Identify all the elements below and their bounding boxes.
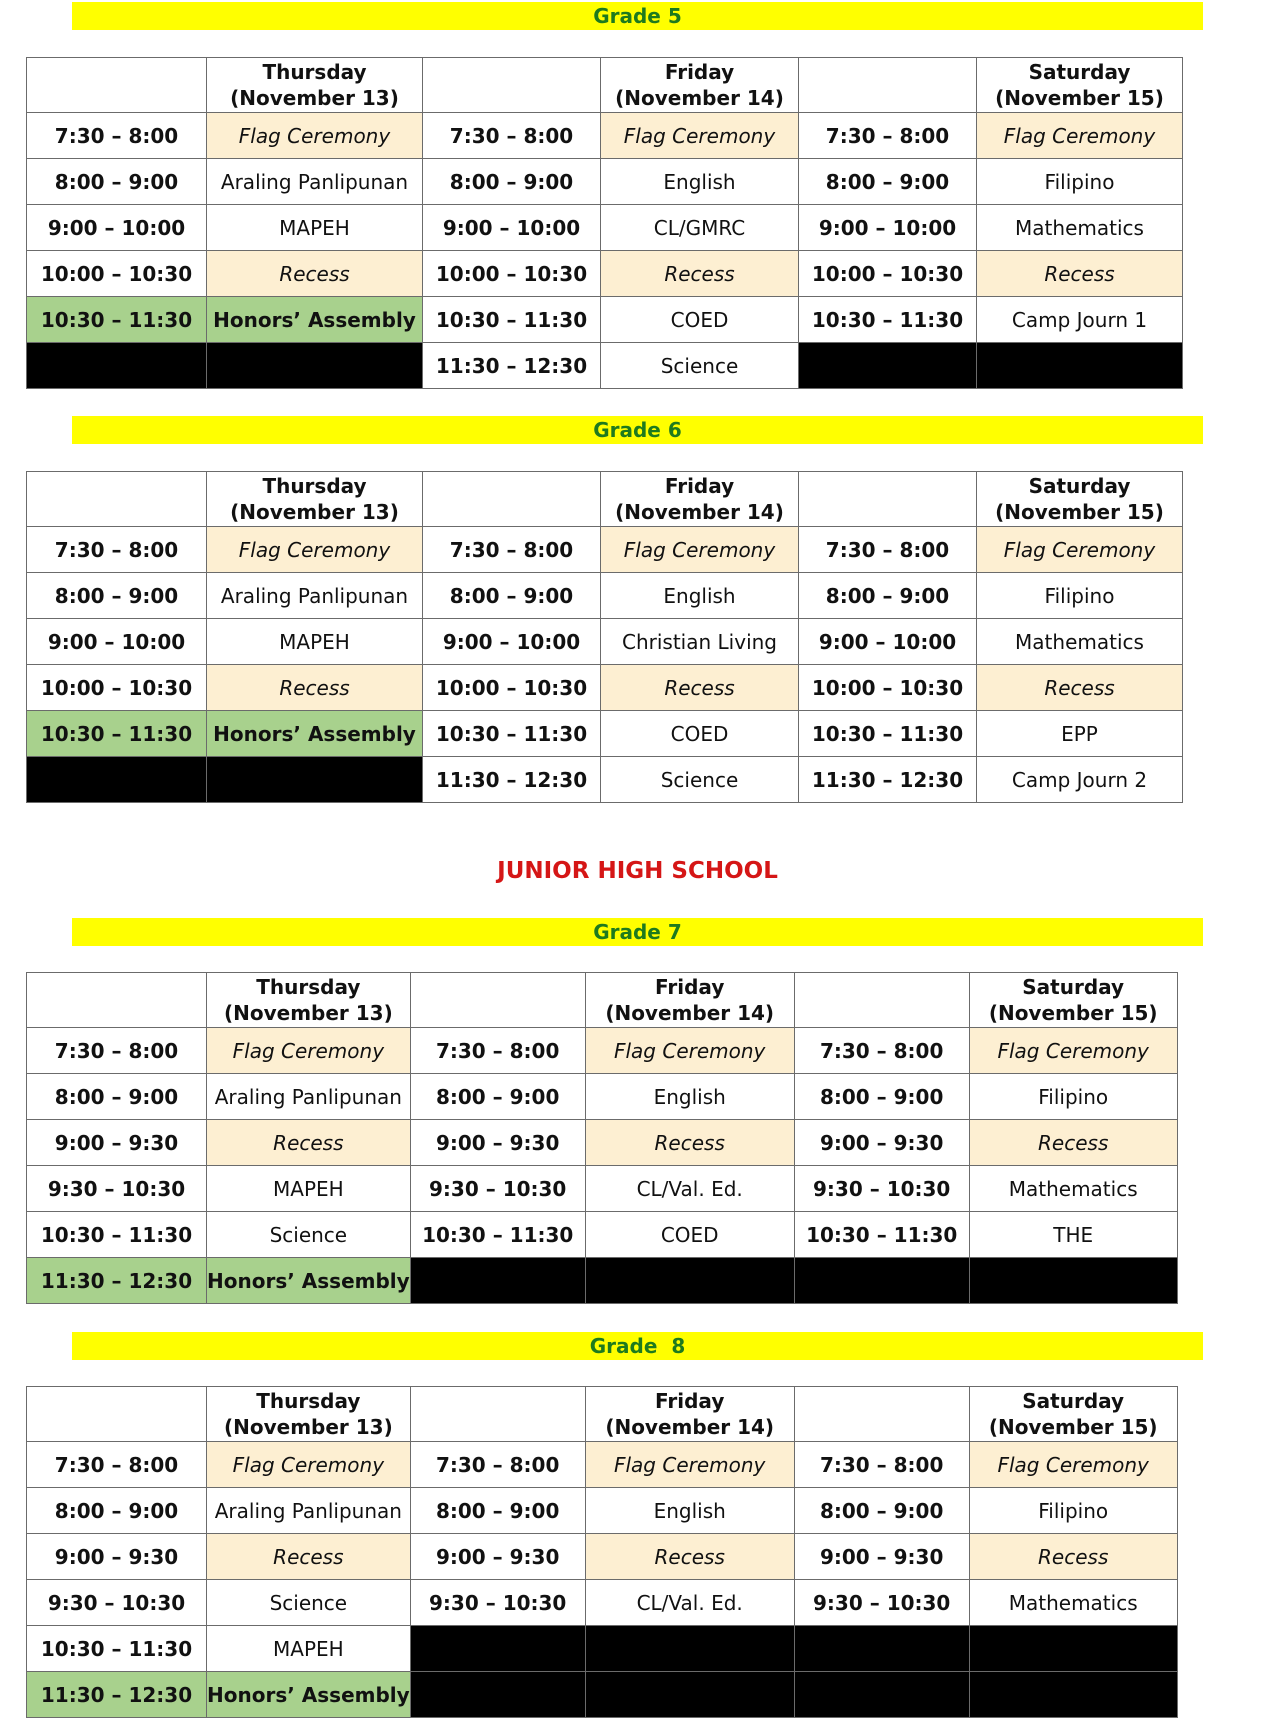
day-header-thursday: Thursday (November 13) (207, 58, 423, 113)
blank-cell (410, 1258, 585, 1304)
subject-cell: Recess (585, 1120, 794, 1166)
blank-cell (794, 1672, 969, 1718)
time-slot: 10:00 – 10:30 (799, 665, 977, 711)
subject-cell: Araling Panlipunan (207, 1488, 411, 1534)
time-slot: 8:00 – 9:00 (799, 573, 977, 619)
grade-5-banner: Grade 5 (72, 2, 1203, 30)
header-blank (27, 973, 207, 1028)
time-slot: 8:00 – 9:00 (410, 1488, 585, 1534)
table-row (27, 1626, 1178, 1672)
subject-cell: Filipino (977, 159, 1183, 205)
subject-cell: Flag Ceremony (977, 527, 1183, 573)
blank-cell (410, 1672, 585, 1718)
subject-cell: Flag Ceremony (207, 113, 423, 159)
grade-6-banner: Grade 6 (72, 416, 1203, 444)
time-slot: 8:00 – 9:00 (410, 1074, 585, 1120)
time-slot: 11:30 – 12:30 (423, 757, 601, 803)
blank-cell (969, 1626, 1177, 1672)
subject-cell: Flag Ceremony (207, 1028, 411, 1074)
table-row (27, 113, 1183, 159)
blank-cell (585, 1258, 794, 1304)
subject-cell: CL/Val. Ed. (585, 1580, 794, 1626)
day-header-friday: Friday (November 14) (585, 973, 794, 1028)
table-row (27, 665, 1183, 711)
blank-cell (410, 1626, 585, 1672)
subject-cell: MAPEH (207, 1166, 411, 1212)
subject-cell: Recess (601, 665, 799, 711)
subject-cell: Araling Panlipunan (207, 159, 423, 205)
subject-cell: EPP (977, 711, 1183, 757)
blank-cell (794, 1258, 969, 1304)
subject-cell: Recess (977, 251, 1183, 297)
day-header-saturday: Saturday (November 15) (977, 58, 1183, 113)
subject-cell: Flag Ceremony (969, 1442, 1177, 1488)
time-slot: 8:00 – 9:00 (794, 1488, 969, 1534)
time-slot: 9:00 – 10:00 (423, 205, 601, 251)
subject-cell: CL/GMRC (601, 205, 799, 251)
subject-cell: Flag Ceremony (207, 527, 423, 573)
table-row (27, 1580, 1178, 1626)
junior-high-school-heading: JUNIOR HIGH SCHOOL (497, 858, 778, 884)
blank-cell (207, 757, 423, 803)
blank-cell (799, 343, 977, 389)
time-slot: 10:00 – 10:30 (27, 665, 207, 711)
grade-5-schedule-table (26, 57, 1183, 389)
time-slot: 7:30 – 8:00 (27, 527, 207, 573)
grade-7-banner: Grade 7 (72, 918, 1203, 946)
subject-cell: MAPEH (207, 619, 423, 665)
time-slot: 11:30 – 12:30 (27, 1672, 207, 1718)
header-blank (410, 1387, 585, 1442)
time-slot: 9:30 – 10:30 (410, 1166, 585, 1212)
subject-cell: Filipino (969, 1074, 1177, 1120)
time-slot: 9:00 – 9:30 (27, 1534, 207, 1580)
time-slot: 10:00 – 10:30 (27, 251, 207, 297)
day-header-friday: Friday (November 14) (601, 58, 799, 113)
grade-8-schedule-table (26, 1386, 1178, 1718)
time-slot: 8:00 – 9:00 (27, 1074, 207, 1120)
subject-cell: COED (585, 1212, 794, 1258)
table-row (27, 1534, 1178, 1580)
header-blank (27, 1387, 207, 1442)
table-row (27, 1166, 1178, 1212)
time-slot: 7:30 – 8:00 (27, 113, 207, 159)
time-slot: 8:00 – 9:00 (27, 159, 207, 205)
time-slot: 10:30 – 11:30 (423, 297, 601, 343)
time-slot: 10:00 – 10:30 (423, 251, 601, 297)
time-slot: 7:30 – 8:00 (27, 1442, 207, 1488)
blank-cell (27, 343, 207, 389)
day-header-thursday: Thursday (November 13) (207, 1387, 411, 1442)
subject-cell: Recess (601, 251, 799, 297)
time-slot: 9:30 – 10:30 (794, 1166, 969, 1212)
header-blank (423, 472, 601, 527)
header-blank (423, 58, 601, 113)
table-row (27, 1120, 1178, 1166)
subject-cell: Flag Ceremony (207, 1442, 411, 1488)
time-slot: 8:00 – 9:00 (423, 573, 601, 619)
blank-cell (585, 1672, 794, 1718)
table-row (27, 1074, 1178, 1120)
header-blank (799, 472, 977, 527)
subject-cell: Christian Living (601, 619, 799, 665)
table-row (27, 159, 1183, 205)
subject-cell: English (601, 159, 799, 205)
subject-cell: COED (601, 711, 799, 757)
time-slot: 7:30 – 8:00 (799, 527, 977, 573)
time-slot: 9:00 – 9:30 (27, 1120, 207, 1166)
time-slot: 10:30 – 11:30 (27, 1626, 207, 1672)
time-slot: 10:30 – 11:30 (799, 711, 977, 757)
subject-cell: MAPEH (207, 1626, 411, 1672)
subject-cell: Camp Journ 1 (977, 297, 1183, 343)
subject-cell: Flag Ceremony (969, 1028, 1177, 1074)
time-slot: 9:00 – 9:30 (410, 1534, 585, 1580)
time-slot: 9:30 – 10:30 (794, 1580, 969, 1626)
subject-cell: MAPEH (207, 205, 423, 251)
header-blank (27, 58, 207, 113)
table-row (27, 619, 1183, 665)
time-slot: 11:30 – 12:30 (27, 1258, 207, 1304)
subject-cell: Recess (977, 665, 1183, 711)
subject-cell: Recess (969, 1534, 1177, 1580)
time-slot: 11:30 – 12:30 (799, 757, 977, 803)
blank-cell (969, 1258, 1177, 1304)
subject-cell: Science (601, 757, 799, 803)
time-slot: 10:30 – 11:30 (799, 297, 977, 343)
subject-cell: Science (601, 343, 799, 389)
table-row (27, 757, 1183, 803)
blank-cell (977, 343, 1183, 389)
subject-cell: Honors’ Assembly (207, 711, 423, 757)
subject-cell: English (585, 1488, 794, 1534)
header-blank (410, 973, 585, 1028)
table-row (27, 1028, 1178, 1074)
subject-cell: Honors’ Assembly (207, 1672, 411, 1718)
table-row (27, 711, 1183, 757)
day-header-friday: Friday (November 14) (601, 472, 799, 527)
day-header-friday: Friday (November 14) (585, 1387, 794, 1442)
subject-cell: Flag Ceremony (601, 527, 799, 573)
table-row (27, 205, 1183, 251)
table-row (27, 343, 1183, 389)
blank-cell (794, 1626, 969, 1672)
time-slot: 10:30 – 11:30 (410, 1212, 585, 1258)
time-slot: 8:00 – 9:00 (794, 1074, 969, 1120)
blank-cell (27, 757, 207, 803)
time-slot: 10:00 – 10:30 (423, 665, 601, 711)
time-slot: 9:30 – 10:30 (410, 1580, 585, 1626)
blank-cell (969, 1672, 1177, 1718)
table-row (27, 297, 1183, 343)
time-slot: 10:30 – 11:30 (27, 711, 207, 757)
day-header-saturday: Saturday (November 15) (969, 1387, 1177, 1442)
subject-cell: Mathematics (977, 619, 1183, 665)
day-header-saturday: Saturday (November 15) (969, 973, 1177, 1028)
day-header-thursday: Thursday (November 13) (207, 472, 423, 527)
time-slot: 9:00 – 10:00 (27, 619, 207, 665)
subject-cell: Mathematics (969, 1580, 1177, 1626)
time-slot: 7:30 – 8:00 (794, 1028, 969, 1074)
subject-cell: English (585, 1074, 794, 1120)
subject-cell: Honors’ Assembly (207, 297, 423, 343)
subject-cell: Recess (207, 665, 423, 711)
time-slot: 10:30 – 11:30 (27, 297, 207, 343)
subject-cell: Filipino (977, 573, 1183, 619)
subject-cell: Mathematics (977, 205, 1183, 251)
table-row (27, 1672, 1178, 1718)
blank-cell (207, 343, 423, 389)
grade-8-banner: Grade 8 (72, 1332, 1203, 1360)
table-row (27, 251, 1183, 297)
time-slot: 8:00 – 9:00 (799, 159, 977, 205)
time-slot: 9:00 – 9:30 (794, 1534, 969, 1580)
time-slot: 11:30 – 12:30 (423, 343, 601, 389)
time-slot: 10:30 – 11:30 (794, 1212, 969, 1258)
subject-cell: Recess (207, 1120, 411, 1166)
time-slot: 7:30 – 8:00 (27, 1028, 207, 1074)
time-slot: 7:30 – 8:00 (794, 1442, 969, 1488)
subject-cell: Camp Journ 2 (977, 757, 1183, 803)
time-slot: 8:00 – 9:00 (27, 1488, 207, 1534)
time-slot: 9:30 – 10:30 (27, 1166, 207, 1212)
subject-cell: Araling Panlipunan (207, 1074, 411, 1120)
day-header-saturday: Saturday (November 15) (977, 472, 1183, 527)
time-slot: 10:30 – 11:30 (27, 1212, 207, 1258)
time-slot: 9:00 – 9:30 (794, 1120, 969, 1166)
subject-cell: Recess (207, 1534, 411, 1580)
header-blank (27, 472, 207, 527)
time-slot: 7:30 – 8:00 (423, 527, 601, 573)
time-slot: 9:00 – 10:00 (27, 205, 207, 251)
header-blank (799, 58, 977, 113)
time-slot: 7:30 – 8:00 (423, 113, 601, 159)
table-row (27, 1442, 1178, 1488)
time-slot: 10:30 – 11:30 (423, 711, 601, 757)
subject-cell: Flag Ceremony (585, 1028, 794, 1074)
subject-cell: Mathematics (969, 1166, 1177, 1212)
time-slot: 9:30 – 10:30 (27, 1580, 207, 1626)
subject-cell: Science (207, 1212, 411, 1258)
subject-cell: CL/Val. Ed. (585, 1166, 794, 1212)
time-slot: 8:00 – 9:00 (27, 573, 207, 619)
table-row (27, 573, 1183, 619)
blank-cell (585, 1626, 794, 1672)
header-blank (794, 973, 969, 1028)
header-blank (794, 1387, 969, 1442)
subject-cell: Flag Ceremony (585, 1442, 794, 1488)
time-slot: 8:00 – 9:00 (423, 159, 601, 205)
subject-cell: Flag Ceremony (977, 113, 1183, 159)
subject-cell: Recess (207, 251, 423, 297)
grade-7-schedule-table (26, 972, 1178, 1304)
time-slot: 9:00 – 9:30 (410, 1120, 585, 1166)
subject-cell: Araling Panlipunan (207, 573, 423, 619)
subject-cell: Science (207, 1580, 411, 1626)
subject-cell: COED (601, 297, 799, 343)
subject-cell: Flag Ceremony (601, 113, 799, 159)
time-slot: 7:30 – 8:00 (410, 1028, 585, 1074)
table-row (27, 527, 1183, 573)
subject-cell: Filipino (969, 1488, 1177, 1534)
table-row (27, 1488, 1178, 1534)
time-slot: 10:00 – 10:30 (799, 251, 977, 297)
time-slot: 7:30 – 8:00 (799, 113, 977, 159)
day-header-thursday: Thursday (November 13) (207, 973, 411, 1028)
subject-cell: THE (969, 1212, 1177, 1258)
subject-cell: Recess (969, 1120, 1177, 1166)
time-slot: 9:00 – 10:00 (423, 619, 601, 665)
time-slot: 7:30 – 8:00 (410, 1442, 585, 1488)
subject-cell: Recess (585, 1534, 794, 1580)
subject-cell: English (601, 573, 799, 619)
table-row (27, 1212, 1178, 1258)
time-slot: 9:00 – 10:00 (799, 619, 977, 665)
grade-6-schedule-table (26, 471, 1183, 803)
table-row (27, 1258, 1178, 1304)
subject-cell: Honors’ Assembly (207, 1258, 411, 1304)
time-slot: 9:00 – 10:00 (799, 205, 977, 251)
